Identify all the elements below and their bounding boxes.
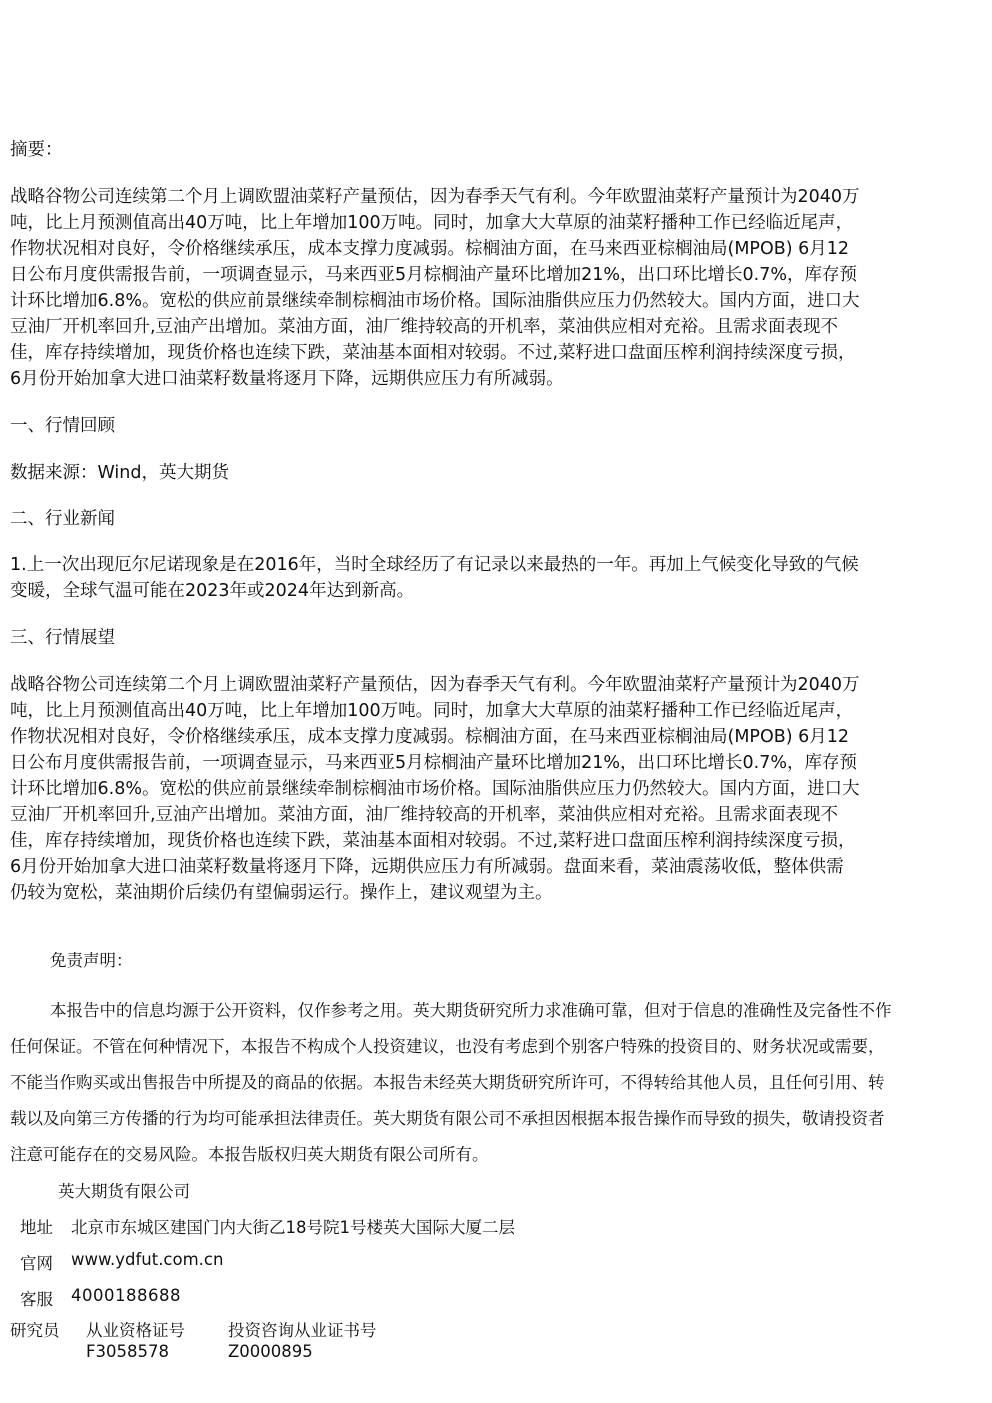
qualification-number: F3058578 — [86, 1342, 169, 1361]
outlook-line: 仍较为宽松，菜油期价后续仍有望偏弱运行。操作上，建议观望为主。 — [10, 883, 553, 903]
disclaimer-line: 不能当作购买或出售报告中所提及的商品的依据。本报告未经英大期货研究所许可，不得转给其他人员，且任何引用、转 — [10, 1073, 885, 1092]
section1-heading: 一、行情回顾 — [10, 416, 115, 436]
consulting-number: Z0000895 — [228, 1342, 313, 1361]
qualification-label: 从业资格证号 — [86, 1321, 185, 1340]
summary-line: 日公布月度供需报告前，一项调查显示，马来西亚5月棕榈油产量环比增加21%，出口环比增长0.7%，库存预 — [10, 265, 857, 285]
website-link[interactable]: www.ydfut.com.cn — [71, 1250, 224, 1269]
disclaimer-heading: 免责声明： — [50, 951, 133, 970]
disclaimer-line: 注意可能存在的交易风险。本报告版权归英大期货有限公司所有。 — [10, 1145, 489, 1164]
summary-line: 6月份开始加拿大进口油菜籽数量将逐月下降，远期供应压力有所减弱。 — [10, 369, 564, 389]
summary-heading: 摘要： — [10, 140, 63, 160]
outlook-line: 佳，库存持续增加，现货价格也连续下跌，菜油基本面相对较弱。不过,菜籽进口盘面压榨利润持续深度亏损， — [10, 831, 856, 851]
summary-line: 计环比增加6.8%。宽松的供应前景继续牵制棕榈油市场价格。国际油脂供应压力仍然较大。国内方面，进口大 — [10, 291, 860, 311]
data-source: 数据来源：Wind，英大期货 — [10, 463, 229, 483]
outlook-line: 吨，比上月预测值高出40万吨，比上年增加100万吨。同时，加拿大大草原的油菜籽播种工作已经临近尾声， — [10, 701, 854, 721]
outlook-line: 豆油厂开机率回升,豆油产出增加。菜油方面，油厂维持较高的开机率，菜油供应相对充裕。且需求面表现不 — [10, 805, 839, 825]
service-label: 客服 — [20, 1290, 53, 1309]
news-line: 1.上一次出现厄尔尼诺现象是在2016年，当时全球经历了有记录以来最热的一年。再加上气候变化导致的气候 — [10, 555, 859, 575]
website-label: 官网 — [20, 1254, 53, 1273]
service-phone: 4000188688 — [71, 1286, 181, 1305]
summary-line: 战略谷物公司连续第二个月上调欧盟油菜籽产量预估，因为春季天气有利。今年欧盟油菜籽产量预计为2040万 — [10, 187, 860, 207]
section3-heading: 三、行情展望 — [10, 628, 115, 648]
outlook-line: 日公布月度供需报告前，一项调查显示，马来西亚5月棕榈油产量环比增加21%，出口环比增长0.7%，库存预 — [10, 753, 857, 773]
summary-line: 作物状况相对良好，令价格继续承压，成本支撑力度减弱。棕榈油方面，在马来西亚棕榈油局(MPOB) 6月12 — [10, 239, 850, 259]
summary-line: 吨，比上月预测值高出40万吨，比上年增加100万吨。同时，加拿大大草原的油菜籽播种工作已经临近尾声， — [10, 213, 854, 233]
outlook-line: 6月份开始加拿大进口油菜籽数量将逐月下降，远期供应压力有所减弱。盘面来看，菜油震荡收低，整体供需 — [10, 857, 844, 877]
outlook-line: 战略谷物公司连续第二个月上调欧盟油菜籽产量预估，因为春季天气有利。今年欧盟油菜籽产量预计为2040万 — [10, 675, 860, 695]
disclaimer-line: 任何保证。不管在何种情况下，本报告不构成个人投资建议，也没有考虑到个别客户特殊的投资目的、财务状况或需要， — [10, 1037, 885, 1056]
disclaimer-line: 载以及向第三方传播的行为均可能承担法律责任。英大期货有限公司不承担因根据本报告操作而导致的损失，敬请投资者 — [10, 1109, 885, 1128]
company-name: 英大期货有限公司 — [58, 1182, 190, 1201]
address-value: 北京市东城区建国门内大街乙18号院1号楼英大国际大厦二层 — [71, 1218, 515, 1237]
address-label: 地址 — [20, 1218, 53, 1237]
summary-line: 豆油厂开机率回升,豆油产出增加。菜油方面，油厂维持较高的开机率，菜油供应相对充裕。且需求面表现不 — [10, 317, 839, 337]
section2-heading: 二、行业新闻 — [10, 509, 115, 529]
disclaimer-line: 本报告中的信息均源于公开资料，仅作参考之用。英大期货研究所力求准确可靠，但对于信息的准确性及完备性不作 — [50, 1001, 892, 1020]
outlook-line: 计环比增加6.8%。宽松的供应前景继续牵制棕榈油市场价格。国际油脂供应压力仍然较大。国内方面，进口大 — [10, 779, 860, 799]
researcher-label: 研究员 — [10, 1321, 60, 1340]
news-line: 变暖，全球气温可能在2023年或2024年达到新高。 — [10, 581, 415, 601]
consulting-label: 投资咨询从业证书号 — [228, 1321, 377, 1340]
summary-line: 佳，库存持续增加，现货价格也连续下跌，菜油基本面相对较弱。不过,菜籽进口盘面压榨利润持续深度亏损， — [10, 343, 856, 363]
outlook-line: 作物状况相对良好，令价格继续承压，成本支撑力度减弱。棕榈油方面，在马来西亚棕榈油局(MPOB) 6月12 — [10, 727, 850, 747]
